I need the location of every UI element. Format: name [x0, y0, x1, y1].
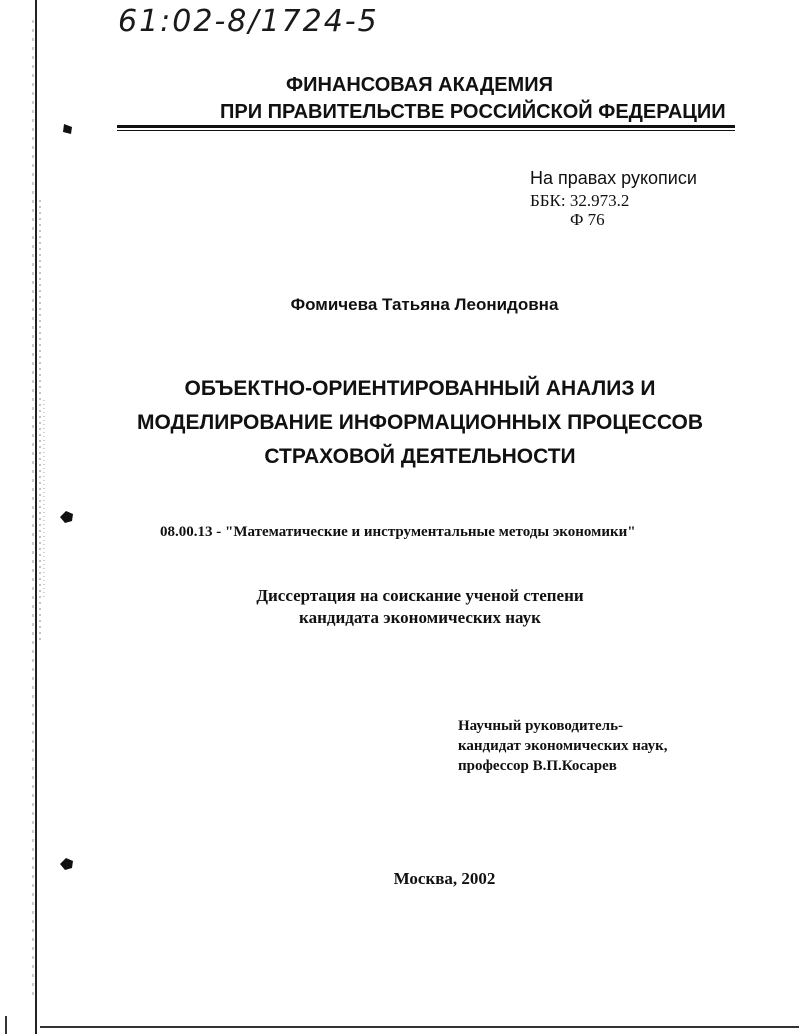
bottom-edge-rule	[40, 1026, 799, 1028]
punch-hole-middle	[58, 508, 76, 526]
city-year: Москва, 2002	[393, 869, 496, 888]
author-cipher: Ф 76	[570, 210, 605, 229]
punch-hole-top	[60, 121, 76, 137]
specialty-code: 08.00.13 - "Математические и инструментальные методы экономики"	[160, 524, 636, 540]
organization-name: ФИНАНСОВАЯ АКАДЕМИЯ	[286, 74, 553, 96]
bbk-code: ББК: 32.973.2	[530, 191, 630, 210]
header-rule-thin	[117, 130, 735, 131]
handwritten-catalog-code: 61:02-8/1724-5	[118, 4, 379, 39]
degree-statement	[110, 585, 730, 629]
manuscript-rights: На правах рукописи	[530, 168, 697, 188]
advisor-line-2: кандидат экономических наук,	[458, 738, 668, 754]
header-rule-thick	[117, 125, 735, 128]
author-name: Фомичева Татьяна Леонидовна	[290, 295, 559, 314]
organization-subtitle: ПРИ ПРАВИТЕЛЬСТВЕ РОССИЙСКОЙ ФЕДЕРАЦИИ	[220, 101, 726, 123]
advisor-line-3: профессор В.П.Косарев	[458, 758, 617, 774]
degree-line-1: Диссертация на соискание ученой степени	[256, 586, 584, 605]
dissertation-title	[110, 372, 730, 474]
scientific-advisor	[458, 716, 668, 776]
title-line-3: СТРАХОВОЙ ДЕЯТЕЛЬНОСТИ	[264, 445, 576, 468]
title-line-1: ОБЪЕКТНО-ОРИЕНТИРОВАННЫЙ АНАЛИЗ И	[184, 377, 656, 400]
advisor-line-1: Научный руководитель-	[458, 718, 623, 734]
degree-line-2: кандидата экономических наук	[299, 608, 541, 627]
title-line-2: МОДЕЛИРОВАНИЕ ИНФОРМАЦИОННЫХ ПРОЦЕССОВ	[136, 411, 703, 434]
